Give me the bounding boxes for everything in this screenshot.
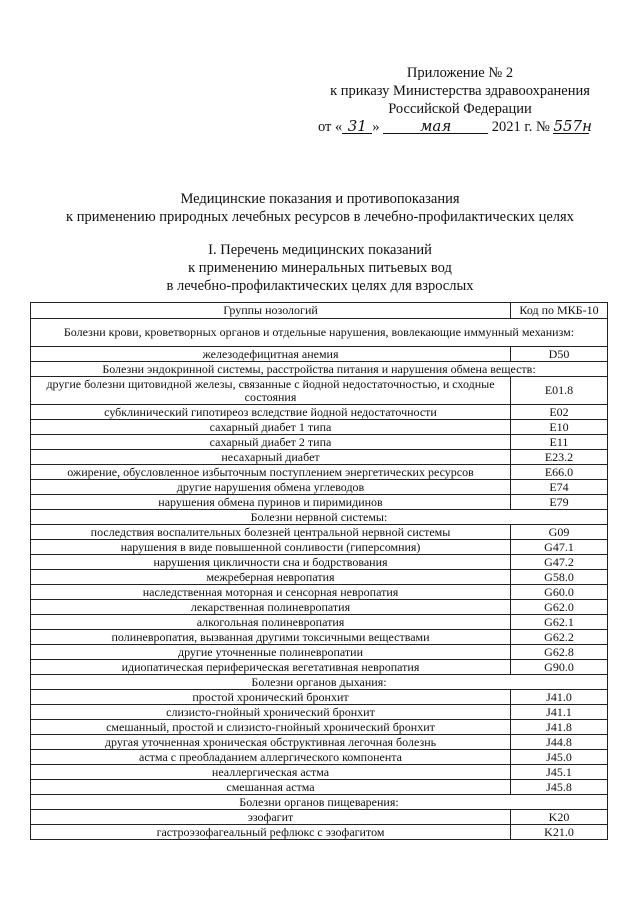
nosology-name: субклинический гипотиреоз вследствие йодной недостаточности <box>31 405 511 420</box>
icd10-code: J45.8 <box>511 780 608 795</box>
table-row <box>31 705 608 720</box>
table-row <box>31 465 608 480</box>
group-header-row <box>31 795 608 810</box>
table-row <box>31 630 608 645</box>
nosology-name: простой хронический бронхит <box>31 690 511 705</box>
icd10-code: J45.1 <box>511 765 608 780</box>
group-header-row <box>31 362 608 377</box>
group-title: Болезни нервной системы: <box>31 510 608 525</box>
indications-table <box>30 302 608 840</box>
table-row <box>31 750 608 765</box>
nosology-name: последствия воспалительных болезней центральной нервной системы <box>31 525 511 540</box>
nosology-name: другие уточненные полиневропатии <box>31 645 511 660</box>
table-row <box>31 347 608 362</box>
icd10-code: J41.8 <box>511 720 608 735</box>
icd10-code: J44.8 <box>511 735 608 750</box>
table-row <box>31 405 608 420</box>
icd10-code: G60.0 <box>511 585 608 600</box>
group-title: Болезни крови, кроветворных органов и отдельные нарушения, вовлекающие иммунный механизм: <box>31 319 608 347</box>
table-row <box>31 495 608 510</box>
icd10-code: D50 <box>511 347 608 362</box>
nosology-name: нарушения обмена пуринов и пиримидинов <box>31 495 511 510</box>
group-header-row <box>31 319 608 347</box>
table-row <box>31 600 608 615</box>
section-line-1: I. Перечень медицинских показаний <box>208 242 432 258</box>
nosology-name: гастроэзофагеальный рефлюкс с эзофагитом <box>31 825 511 840</box>
table-row <box>31 585 608 600</box>
nosology-name: идиопатическая периферическая вегетативная невропатия <box>31 660 511 675</box>
section-line-3: в лечебно-профилактических целях для взрослых <box>166 278 474 294</box>
table-row <box>31 615 608 630</box>
order-year: 2021 г. № <box>491 119 550 135</box>
nosology-name: железодефицитная анемия <box>31 347 511 362</box>
nosology-name: межреберная невропатия <box>31 570 511 585</box>
icd10-code: E74 <box>511 480 608 495</box>
section-line-2: к применению минеральных питьевых вод <box>188 260 452 276</box>
section-title <box>0 241 640 295</box>
nosology-name: нарушения цикличности сна и бодрствования <box>31 555 511 570</box>
nosology-name: неаллергическая астма <box>31 765 511 780</box>
icd10-code: E11 <box>511 435 608 450</box>
icd10-code: E23.2 <box>511 450 608 465</box>
nosology-name: несахарный диабет <box>31 450 511 465</box>
icd10-code: E66.0 <box>511 465 608 480</box>
nosology-name: алкогольная полиневропатия <box>31 615 511 630</box>
nosology-name: лекарственная полиневропатия <box>31 600 511 615</box>
nosology-name: другие нарушения обмена углеводов <box>31 480 511 495</box>
icd10-code: J45.0 <box>511 750 608 765</box>
table-row <box>31 450 608 465</box>
table-row <box>31 690 608 705</box>
date-prefix: от « <box>318 119 343 135</box>
table-body <box>31 319 608 840</box>
table-row <box>31 720 608 735</box>
icd10-code: E10 <box>511 420 608 435</box>
icd10-code: G62.1 <box>511 615 608 630</box>
table-row <box>31 570 608 585</box>
nosology-name: другая уточненная хроническая обструктивная легочная болезнь <box>31 735 511 750</box>
document-title <box>0 190 640 226</box>
icd10-code: E79 <box>511 495 608 510</box>
nosology-name: нарушения в виде повышенной сонливости (гиперсомния) <box>31 540 511 555</box>
column-header-code: Код по МКБ-10 <box>511 303 608 319</box>
nosology-name: другие болезни щитовидной железы, связанные с йодной недостаточностью, и сходные состояния <box>31 377 511 405</box>
date-quote: » <box>372 119 380 135</box>
icd10-code: G47.2 <box>511 555 608 570</box>
icd10-code: G62.2 <box>511 630 608 645</box>
nosology-name: смешанный, простой и слизисто-гнойный хронический бронхит <box>31 720 511 735</box>
icd10-code: G62.8 <box>511 645 608 660</box>
table-row <box>31 555 608 570</box>
icd10-code: G90.0 <box>511 660 608 675</box>
table-row <box>31 825 608 840</box>
group-title: Болезни органов дыхания: <box>31 675 608 690</box>
nosology-name: эзофагит <box>31 810 511 825</box>
table-row <box>31 660 608 675</box>
nosology-name: смешанная астма <box>31 780 511 795</box>
table-row <box>31 645 608 660</box>
table-row <box>31 765 608 780</box>
title-line-2: к применению природных лечебных ресурсов в лечебно-профилактических целях <box>66 209 574 225</box>
handwritten-day: 31 <box>342 119 372 134</box>
table-row <box>31 480 608 495</box>
table-row <box>31 435 608 450</box>
group-title: Болезни органов пищеварения: <box>31 795 608 810</box>
nosology-name: полиневропатия, вызванная другими токсичными веществами <box>31 630 511 645</box>
icd10-code: J41.0 <box>511 690 608 705</box>
table-row <box>31 780 608 795</box>
icd10-code: G58.0 <box>511 570 608 585</box>
title-line-1: Медицинские показания и противопоказания <box>180 191 460 207</box>
appendix-number: Приложение № 2 <box>406 65 514 81</box>
icd10-code: E02 <box>511 405 608 420</box>
group-header-row <box>31 675 608 690</box>
appendix-header <box>300 64 620 136</box>
order-country: Российской Федерации <box>388 101 532 117</box>
nosology-name: ожирение, обусловленное избыточным поступлением энергетических ресурсов <box>31 465 511 480</box>
icd10-code: G62.0 <box>511 600 608 615</box>
order-ministry: к приказу Министерства здравоохранения <box>330 83 590 99</box>
group-header-row <box>31 510 608 525</box>
icd10-code: E01.8 <box>511 377 608 405</box>
table-row <box>31 810 608 825</box>
table-row <box>31 540 608 555</box>
order-date-line <box>300 118 620 136</box>
icd10-code: J41.1 <box>511 705 608 720</box>
nosology-name: сахарный диабет 1 типа <box>31 420 511 435</box>
nosology-name: слизисто-гнойный хронический бронхит <box>31 705 511 720</box>
icd10-code: G09 <box>511 525 608 540</box>
handwritten-month: мая <box>383 119 488 134</box>
nosology-name: наследственная моторная и сенсорная невропатия <box>31 585 511 600</box>
column-header-groups: Группы нозологий <box>31 303 511 319</box>
table-row <box>31 525 608 540</box>
icd10-code: G47.1 <box>511 540 608 555</box>
table-row <box>31 377 608 405</box>
handwritten-order-number: 557н <box>553 117 592 135</box>
nosology-name: астма с преобладанием аллергического компонента <box>31 750 511 765</box>
icd10-code: K20 <box>511 810 608 825</box>
table-header-row <box>31 303 608 319</box>
icd10-code: K21.0 <box>511 825 608 840</box>
nosology-name: сахарный диабет 2 типа <box>31 435 511 450</box>
group-title: Болезни эндокринной системы, расстройства питания и нарушения обмена веществ: <box>31 362 608 377</box>
table-row <box>31 420 608 435</box>
table-row <box>31 735 608 750</box>
